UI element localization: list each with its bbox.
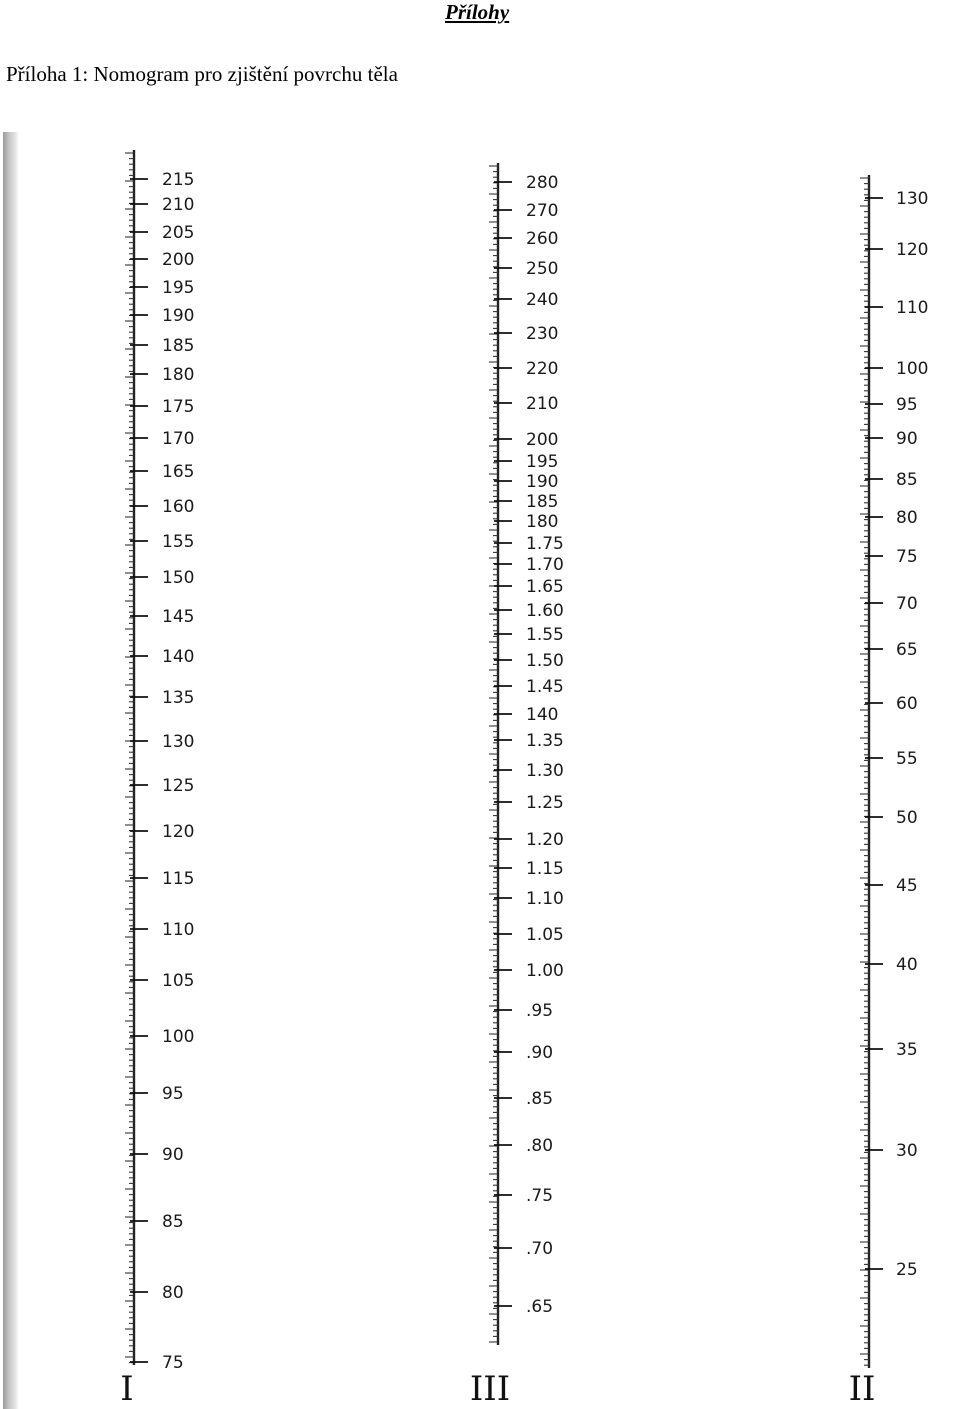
nomogram-svg bbox=[0, 132, 960, 1409]
scale-label: 185 bbox=[162, 336, 195, 356]
scale-label: 1.75 bbox=[526, 534, 564, 554]
scale-label: 160 bbox=[162, 497, 195, 517]
scale-label: 115 bbox=[162, 869, 195, 889]
scale-label: 75 bbox=[162, 1353, 184, 1373]
scale-label: 30 bbox=[896, 1141, 918, 1161]
scale-label: 205 bbox=[162, 223, 195, 243]
scale-label: 75 bbox=[896, 547, 918, 567]
nomogram-figure bbox=[0, 132, 960, 1409]
page-heading: Přílohy bbox=[445, 0, 510, 24]
scale-label: 280 bbox=[526, 173, 559, 193]
scale-label: 110 bbox=[162, 920, 195, 940]
scale-label: 120 bbox=[162, 822, 195, 842]
scale-label: 145 bbox=[162, 607, 195, 627]
scale-label: 80 bbox=[162, 1283, 184, 1303]
scale-label: .95 bbox=[526, 1001, 554, 1021]
scale-III-numeral: III bbox=[469, 1369, 511, 1409]
scale-label: 210 bbox=[526, 394, 559, 414]
scale-label: 170 bbox=[162, 429, 195, 449]
scale-label: 45 bbox=[896, 876, 918, 896]
scale-label: 1.05 bbox=[526, 925, 564, 945]
scale-label: .90 bbox=[526, 1043, 554, 1063]
scale-label: 1.10 bbox=[526, 889, 564, 909]
scale-label: 130 bbox=[162, 732, 195, 752]
scale-label: 80 bbox=[896, 508, 918, 528]
scale-II-minor-ticks bbox=[860, 178, 869, 1365]
scale-label: 220 bbox=[526, 359, 559, 379]
scale-label: 100 bbox=[896, 359, 929, 379]
scale-label: 95 bbox=[896, 395, 918, 415]
scale-III bbox=[470, 163, 564, 1409]
scale-label: 200 bbox=[526, 430, 559, 450]
scale-label: 1.30 bbox=[526, 761, 564, 781]
scale-label: 180 bbox=[162, 365, 195, 385]
scale-label: 65 bbox=[896, 640, 918, 660]
scale-label: .85 bbox=[526, 1089, 554, 1109]
scale-label: 1.45 bbox=[526, 677, 564, 697]
scale-label: 35 bbox=[896, 1040, 918, 1060]
scale-label: 230 bbox=[526, 324, 559, 344]
scale-label: 1.25 bbox=[526, 793, 564, 813]
scale-label: .65 bbox=[526, 1297, 554, 1317]
scale-label: 1.55 bbox=[526, 625, 564, 645]
scale-label: 190 bbox=[162, 306, 195, 326]
scale-I-minor-ticks bbox=[125, 153, 134, 1363]
scale-label: 1.15 bbox=[526, 859, 564, 879]
scale-label: 140 bbox=[162, 647, 195, 667]
figure-caption: Příloha 1: Nomogram pro zjištění povrchu těla bbox=[6, 62, 398, 86]
scale-label: 90 bbox=[896, 429, 918, 449]
scale-label: 55 bbox=[896, 749, 918, 769]
scale-label: 240 bbox=[526, 290, 559, 310]
scale-label: .75 bbox=[526, 1186, 554, 1206]
scale-label: 140 bbox=[526, 705, 559, 725]
scale-label: 185 bbox=[526, 492, 559, 512]
scale-label: 1.00 bbox=[526, 961, 564, 981]
scale-label: 155 bbox=[162, 532, 195, 552]
scale-label: 260 bbox=[526, 229, 559, 249]
scale-label: 110 bbox=[896, 298, 929, 318]
scale-label: 130 bbox=[896, 189, 929, 209]
scale-label: 1.70 bbox=[526, 555, 564, 575]
scale-label: 270 bbox=[526, 201, 559, 221]
scale-label: 85 bbox=[162, 1212, 184, 1232]
scale-label: 175 bbox=[162, 397, 195, 417]
scale-label: 1.60 bbox=[526, 601, 564, 621]
scale-label: 25 bbox=[896, 1260, 918, 1280]
scale-II bbox=[849, 175, 929, 1409]
scale-label: 1.20 bbox=[526, 830, 564, 850]
scale-label: 1.50 bbox=[526, 651, 564, 671]
scale-label: .80 bbox=[526, 1136, 554, 1156]
scale-label: 180 bbox=[526, 512, 559, 532]
scale-label: 125 bbox=[162, 776, 195, 796]
scale-label: 195 bbox=[526, 452, 559, 472]
scale-label: 50 bbox=[896, 808, 918, 828]
scale-III-minor-ticks bbox=[489, 166, 498, 1342]
scale-label: 70 bbox=[896, 594, 918, 614]
scale-label: 150 bbox=[162, 568, 195, 588]
scale-label: 85 bbox=[896, 470, 918, 490]
scale-label: 215 bbox=[162, 170, 195, 190]
scale-label: 135 bbox=[162, 688, 195, 708]
scale-label: 250 bbox=[526, 259, 559, 279]
scale-label: 1.35 bbox=[526, 731, 564, 751]
scale-label: 165 bbox=[162, 462, 195, 482]
scale-I-numeral: I bbox=[120, 1369, 134, 1409]
scale-label: 195 bbox=[162, 278, 195, 298]
scale-label: 200 bbox=[162, 250, 195, 270]
scale-label: 95 bbox=[162, 1084, 184, 1104]
scale-label: 210 bbox=[162, 195, 195, 215]
scale-label: 1.65 bbox=[526, 577, 564, 597]
scale-label: 90 bbox=[162, 1145, 184, 1165]
scale-label: 120 bbox=[896, 240, 929, 260]
scale-label: 190 bbox=[526, 472, 559, 492]
scale-label: .70 bbox=[526, 1239, 554, 1259]
scale-label: 60 bbox=[896, 694, 918, 714]
scale-label: 105 bbox=[162, 971, 195, 991]
scale-label: 100 bbox=[162, 1027, 195, 1047]
scale-II-numeral: II bbox=[848, 1369, 876, 1409]
scale-label: 40 bbox=[896, 955, 918, 975]
scale-I bbox=[120, 150, 194, 1409]
